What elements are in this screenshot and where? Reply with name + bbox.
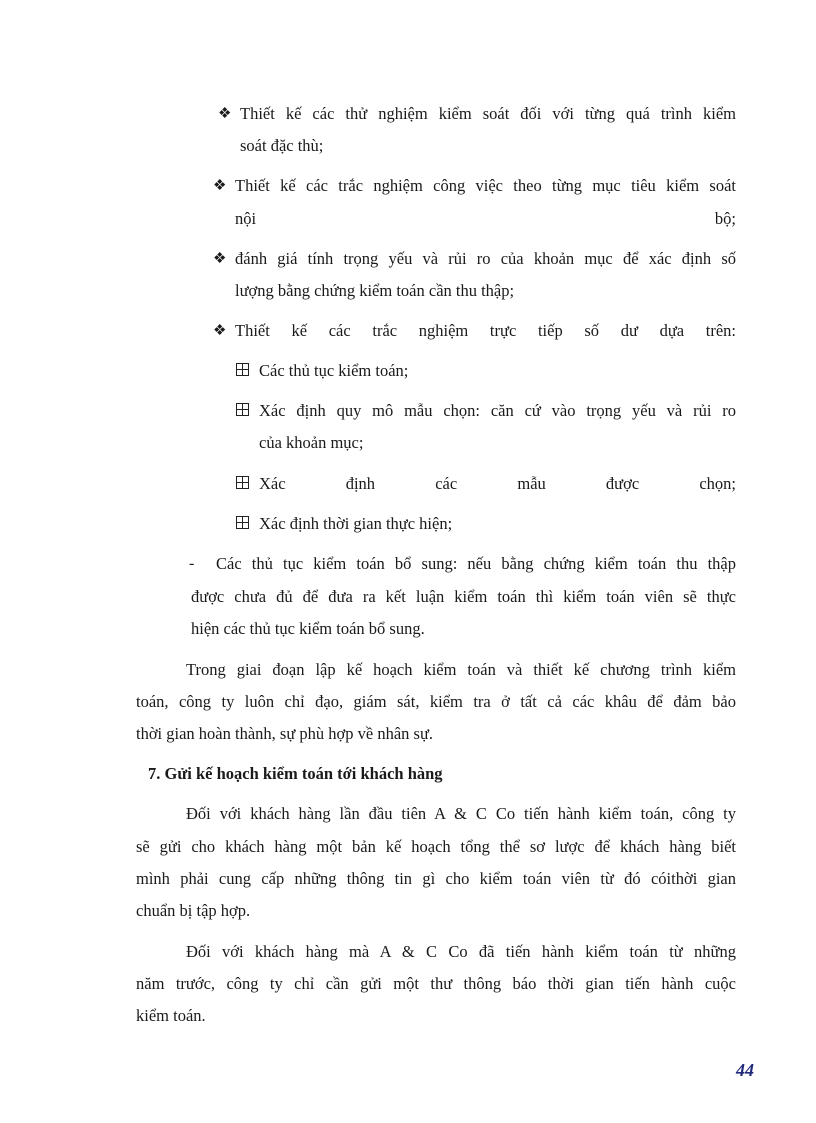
paragraph-line: sẽ gửi cho khách hàng một bản kế hoạch tổng thể sơ lược để khách hàng biết <box>136 837 736 856</box>
diamond-bullet-icon: ❖ <box>213 323 227 339</box>
bullet-text-line: Thiết kế các trắc nghiệm trực tiếp số dư dựa trên: <box>235 321 736 340</box>
paragraph-line: toán, công ty luôn chỉ đạo, giám sát, kiểm tra ở tất cả các khâu để đảm bảo <box>136 692 736 711</box>
sub-bullet-text-line: Xác định thời gian thực hiện; <box>259 514 453 533</box>
bullet-text-line: lượng bằng chứng kiểm toán cần thu thập; <box>235 281 515 300</box>
sub-bullet-text-line: Xác định quy mô mẫu chọn: căn cứ vào trọng yếu và rủi ro <box>259 401 736 420</box>
sub-bullet-text-line: Các thủ tục kiểm toán; <box>259 361 409 380</box>
paragraph-line: Trong giai đoạn lập kế hoạch kiểm toán và thiết kế chương trình kiểm <box>186 660 736 679</box>
paragraph-line: Đối với khách hàng lần đầu tiên A & C Co tiến hành kiểm toán, công ty <box>186 804 736 823</box>
paragraph-line: mình phải cung cấp những thông tin gì cho kiểm toán viên từ đó cóithời gian <box>136 869 736 888</box>
bullet-text-line: Thiết kế các thử nghiệm kiểm soát đối với từng quá trình kiểm <box>240 104 736 123</box>
diamond-bullet-icon: ❖ <box>213 178 227 194</box>
dash-text-line: hiện các thủ tục kiểm toán bổ sung. <box>191 619 425 638</box>
diamond-bullet-icon: ❖ <box>218 106 232 122</box>
boxed-cross-bullet-icon <box>236 468 249 500</box>
page-number: 44 <box>736 1060 754 1080</box>
paragraph-line: kiểm toán. <box>136 1006 206 1025</box>
section-heading: 7. Gửi kế hoạch kiểm toán tới khách hàng <box>148 764 443 783</box>
bullet-text-line: đánh giá tính trọng yếu và rủi ro của khoản mục để xác định số <box>235 249 736 268</box>
boxed-cross-bullet-icon <box>236 508 249 540</box>
bullet-text-line: nội bộ; <box>235 209 736 228</box>
paragraph-line: Đối với khách hàng mà A & C Co đã tiến hành kiểm toán từ những <box>186 942 736 961</box>
boxed-cross-bullet-icon <box>236 395 249 427</box>
paragraph-line: thời gian hoàn thành, sự phù hợp về nhân sự. <box>136 724 434 743</box>
bullet-text-line: soát đặc thù; <box>240 136 324 155</box>
dash-text-line: Các thủ tục kiểm toán bổ sung: nếu bằng chứng kiểm toán thu thập <box>216 554 736 573</box>
paragraph-line: năm trước, công ty chỉ cần gửi một thư thông báo thời gian tiến hành cuộc <box>136 974 736 993</box>
paragraph-line: chuẩn bị tập hợp. <box>136 901 251 920</box>
sub-bullet-text-line: Xác định các mẫu được chọn; <box>259 474 736 493</box>
sub-bullet-text-line: của khoản mục; <box>259 433 364 452</box>
diamond-bullet-icon: ❖ <box>213 251 227 267</box>
dash-text-line: được chưa đủ để đưa ra kết luận kiểm toán thì kiểm toán viên sẽ thực <box>191 587 736 606</box>
dash-bullet: - <box>189 555 195 572</box>
boxed-cross-bullet-icon <box>236 355 249 387</box>
bullet-text-line: Thiết kế các trắc nghiệm công việc theo từng mục tiêu kiểm soát <box>235 176 736 195</box>
